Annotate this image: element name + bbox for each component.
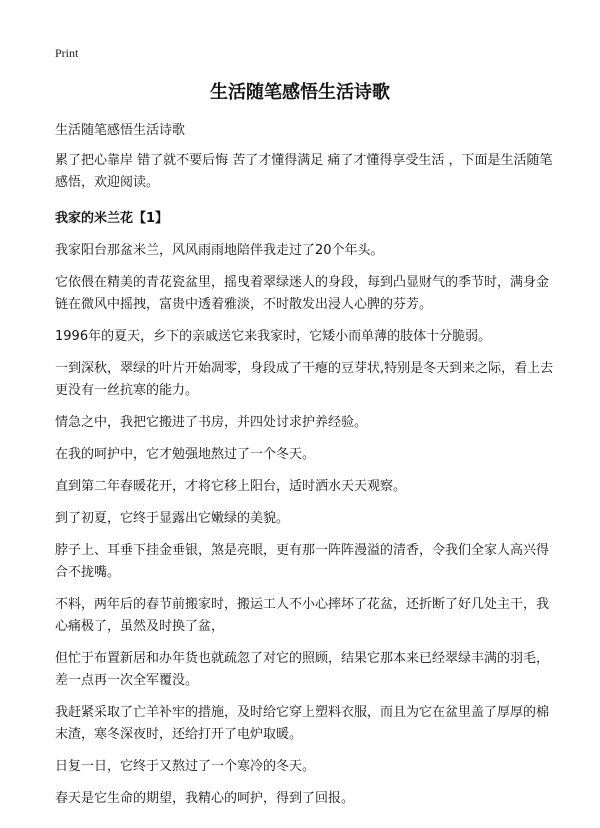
paragraph: 一到深秋，翠绿的叶片开始凋零，身段成了干瘪的豆芽状,特别是冬天到来之际，看上去更没有一丝抗寒的能力。	[55, 361, 554, 398]
paragraph: 在我的呵护中，它才勉强地熬过了一个冬天。	[55, 447, 316, 462]
article-intro: 累了把心靠岸 错了就不要后悔 苦了才懂得满足 痛了才懂得享受生活 ，下面是生活随笔感悟，欢迎阅读。	[55, 153, 553, 190]
paragraph: 我赶紧采取了亡羊补牢的措施，及时给它穿上塑料衣服，而且为它在盆里盖了厚厚的棉末渣，寒冬深夜时，还给打开了电炉取暖。	[55, 705, 550, 742]
article-subtitle: 生活随笔感悟生活诗歌	[55, 123, 186, 138]
paragraph: 情急之中，我把它搬进了书房，并四处讨求护养经验。	[55, 415, 368, 430]
page-title: 生活随笔感悟生活诗歌	[210, 82, 390, 103]
print-link[interactable]: Print	[55, 46, 79, 60]
paragraph: 但忙于布置新居和办年货也就疏忽了对它的照顾，结果它那本来已经翠绿丰满的羽毛，差一点再一次全军覆没。	[55, 651, 550, 688]
paragraph: 不料，两年后的春节前搬家时，搬运工人不小心摔坏了花盆，还折断了好几处主干，我心痛极了，虽然及时换了盆，	[55, 597, 550, 634]
paragraph: 日复一日，它终于又熬过了一个寒冷的冬天。	[55, 759, 316, 774]
section-heading: 我家的米兰花【1】	[55, 211, 169, 226]
article-body	[55, 120, 555, 820]
paragraph: 1996年的夏天，乡下的亲戚送它来我家时，它矮小而单薄的肢体十分脆弱。	[55, 329, 492, 344]
paragraph: 脖子上、耳垂下挂金垂银，煞是亮眼，更有那一阵阵漫溢的清香，令我们全家人高兴得合不拢嘴。	[55, 543, 550, 580]
paragraph: 到了初夏，它终于显露出它嫩绿的美貌。	[55, 511, 290, 526]
paragraph: 它依偎在精美的青花瓷盆里，摇曳着翠绿迷人的身段，每到凸显财气的季节时，满身金链在微风中摇拽，富贵中透着雅淡，不时散发出浸人心脾的芬芳。	[55, 275, 550, 312]
paragraph: 春天是它生命的期望，我精心的呵护，得到了回报。	[55, 791, 355, 806]
paragraph: 直到第二年春暖花开，才将它移上阳台，适时洒水天天观察。	[55, 479, 407, 494]
paragraph: 我家阳台那盆米兰，风风雨雨地陪伴我走过了20个年头。	[55, 243, 384, 258]
